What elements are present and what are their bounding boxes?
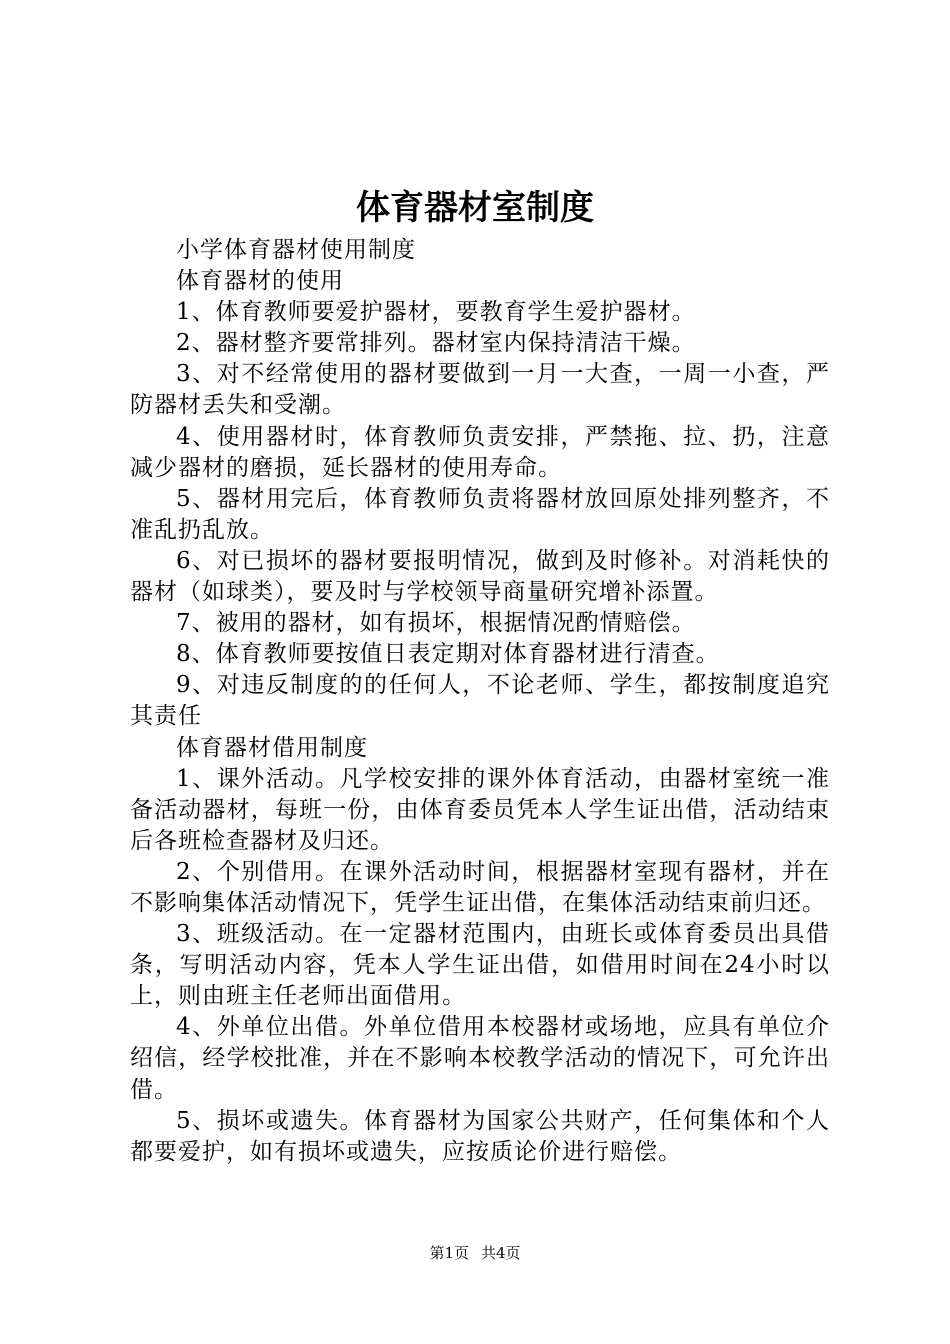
page-number: 第1页 xyxy=(429,1244,469,1262)
paragraph: 7、被用的器材，如有损坏，根据情况酌情赔偿。 xyxy=(176,610,696,637)
paragraph: 5、器材用完后，体育教师负责将器材放回原处排列整齐，不准乱扔乱放。 xyxy=(130,485,830,543)
paragraph: 2、个别借用。在课外活动时间，根据器材室现有器材，并在不影响集体活动情况下，凭学生证出借，在集体活动结束前归还。 xyxy=(130,858,830,916)
paragraph: 体育器材的使用 xyxy=(176,268,344,295)
paragraph: 4、使用器材时，体育教师负责安排，严禁拖、拉、扔，注意减少器材的磨损，延长器材的使用寿命。 xyxy=(130,423,830,481)
paragraph: 1、体育教师要爱护器材，要教育学生爱护器材。 xyxy=(176,299,696,326)
paragraph: 4、外单位出借。外单位借用本校器材或场地，应具有单位介绍信，经学校批准，并在不影响本校教学活动的情况下，可允许出借。 xyxy=(130,1014,830,1103)
paragraph: 体育器材借用制度 xyxy=(176,734,368,761)
paragraph: 1、课外活动。凡学校安排的课外体育活动，由器材室统一准备活动器材，每班一份，由体育委员凭本人学生证出借，活动结束后各班检查器材及归还。 xyxy=(130,765,830,854)
paragraph: 2、器材整齐要常排列。器材室内保持清洁干燥。 xyxy=(176,330,696,357)
paragraph: 小学体育器材使用制度 xyxy=(176,237,416,263)
document-body xyxy=(130,235,830,1168)
paragraph: 5、损坏或遗失。体育器材为国家公共财产，任何集体和个人都要爱护，如有损坏或遗失，应按质论价进行赔偿。 xyxy=(130,1107,830,1165)
paragraph: 3、班级活动。在一定器材范围内，由班长或体育委员出具借条，写明活动内容，凭本人学生证出借，如借用时间在24小时以上，则由班主任老师出面借用。 xyxy=(130,921,830,1010)
paragraph: 8、体育教师要按值日表定期对体育器材进行清查。 xyxy=(176,641,720,668)
paragraph: 9、对违反制度的的任何人，不论老师、学生，都按制度追究其责任 xyxy=(130,672,830,730)
page-footer xyxy=(0,1242,950,1264)
paragraph: 3、对不经常使用的器材要做到一月一大查，一周一小查，严防器材丢失和受潮。 xyxy=(130,361,830,419)
document-title: 体育器材室制度 xyxy=(356,188,594,228)
page-total: 共4页 xyxy=(481,1244,521,1262)
paragraph: 6、对已损坏的器材要报明情况，做到及时修补。对消耗快的器材（如球类），要及时与学校领导商量研究增补添置。 xyxy=(130,547,830,606)
